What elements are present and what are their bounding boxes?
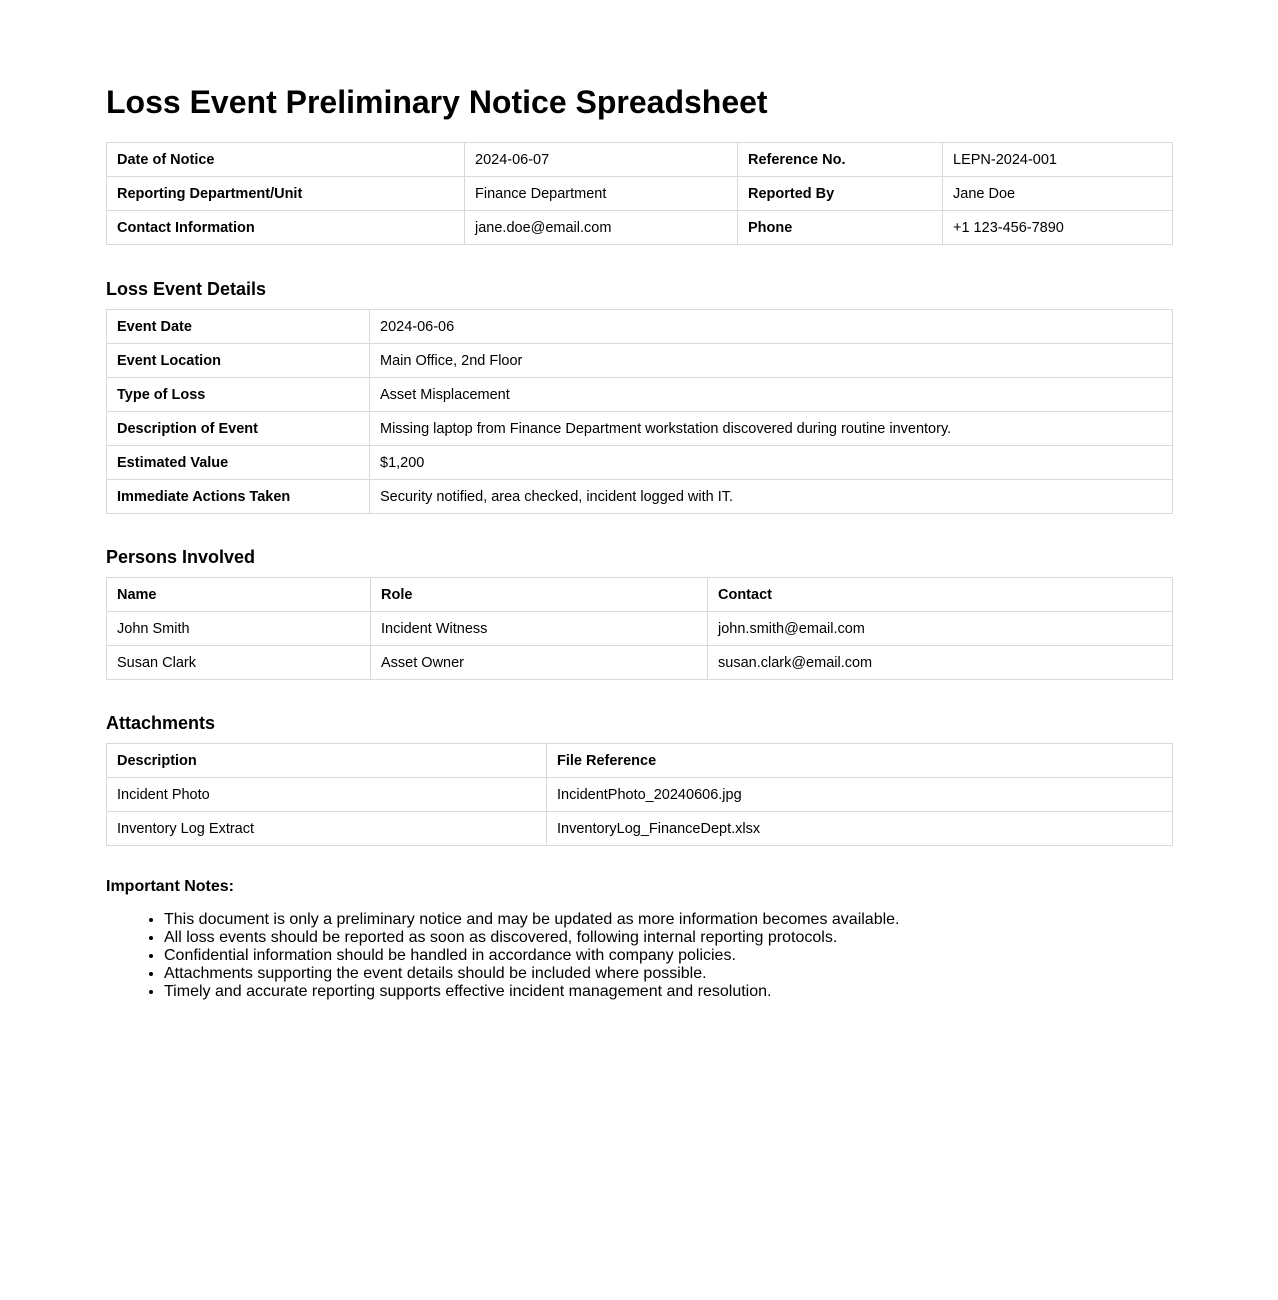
loss-event-details-table	[106, 309, 1173, 514]
person-role: Asset Owner	[371, 646, 708, 680]
page-title: Loss Event Preliminary Notice Spreadsheet	[106, 84, 768, 120]
persons-involved-table	[106, 577, 1173, 680]
table-row	[107, 480, 1173, 514]
list-item: • This document is only a preliminary notice and may be updated as more information becomes available.	[164, 911, 1172, 929]
reported-by-label: Reported By	[738, 177, 943, 211]
attachment-description: Inventory Log Extract	[107, 812, 547, 846]
person-name: John Smith	[107, 612, 371, 646]
table-row	[107, 211, 1173, 245]
column-header-name: Name	[107, 578, 371, 612]
detail-label: Event Location	[107, 344, 370, 378]
reported-by-value: Jane Doe	[943, 177, 1173, 211]
list-item: • Confidential information should be handled in accordance with company policies.	[164, 947, 1172, 965]
column-header-contact: Contact	[708, 578, 1173, 612]
date-of-notice-label: Date of Notice	[107, 143, 465, 177]
table-row	[107, 612, 1173, 646]
list-item: • Timely and accurate reporting supports effective incident management and resolution.	[164, 983, 1172, 1001]
column-header-description: Description	[107, 744, 547, 778]
detail-value: 2024-06-06	[370, 310, 1173, 344]
detail-label: Description of Event	[107, 412, 370, 446]
attachment-file-reference: IncidentPhoto_20240606.jpg	[547, 778, 1173, 812]
detail-value: $1,200	[370, 446, 1173, 480]
notice-info-table	[106, 142, 1173, 245]
column-header-file-reference: File Reference	[547, 744, 1173, 778]
phone-label: Phone	[738, 211, 943, 245]
detail-label: Estimated Value	[107, 446, 370, 480]
list-item: • Attachments supporting the event details should be included where possible.	[164, 965, 1172, 983]
attachment-file-reference: InventoryLog_FinanceDept.xlsx	[547, 812, 1173, 846]
list-item: • All loss events should be reported as soon as discovered, following internal reporting protocols.	[164, 929, 1172, 947]
table-row	[107, 310, 1173, 344]
reference-no-label: Reference No.	[738, 143, 943, 177]
date-of-notice-value: 2024-06-07	[465, 143, 738, 177]
loss-event-details-heading: Loss Event Details	[106, 279, 267, 299]
detail-value: Asset Misplacement	[370, 378, 1173, 412]
contact-info-value: jane.doe@email.com	[465, 211, 738, 245]
detail-value: Main Office, 2nd Floor	[370, 344, 1173, 378]
table-row	[107, 812, 1173, 846]
reference-no-value: LEPN-2024-001	[943, 143, 1173, 177]
important-notes-heading: Important Notes:	[106, 878, 234, 895]
person-contact: susan.clark@email.com	[708, 646, 1173, 680]
table-row	[107, 412, 1173, 446]
persons-involved-heading: Persons Involved	[106, 547, 256, 567]
detail-value: Missing laptop from Finance Department workstation discovered during routine inventory.	[370, 412, 1173, 446]
detail-label: Immediate Actions Taken	[107, 480, 370, 514]
detail-label: Type of Loss	[107, 378, 370, 412]
detail-label: Event Date	[107, 310, 370, 344]
table-header-row	[107, 578, 1173, 612]
contact-info-label: Contact Information	[107, 211, 465, 245]
detail-value: Security notified, area checked, incident logged with IT.	[370, 480, 1173, 514]
attachments-heading: Attachments	[106, 713, 216, 733]
table-row	[107, 778, 1173, 812]
table-row	[107, 446, 1173, 480]
table-header-row	[107, 744, 1173, 778]
person-contact: john.smith@email.com	[708, 612, 1173, 646]
phone-value: +1 123-456-7890	[943, 211, 1173, 245]
person-role: Incident Witness	[371, 612, 708, 646]
attachment-description: Incident Photo	[107, 778, 547, 812]
table-row	[107, 378, 1173, 412]
table-row	[107, 177, 1173, 211]
important-notes-list	[106, 911, 1172, 1001]
department-label: Reporting Department/Unit	[107, 177, 465, 211]
column-header-role: Role	[371, 578, 708, 612]
department-value: Finance Department	[465, 177, 738, 211]
table-row	[107, 143, 1173, 177]
table-row	[107, 344, 1173, 378]
table-row	[107, 646, 1173, 680]
attachments-table	[106, 743, 1173, 846]
person-name: Susan Clark	[107, 646, 371, 680]
